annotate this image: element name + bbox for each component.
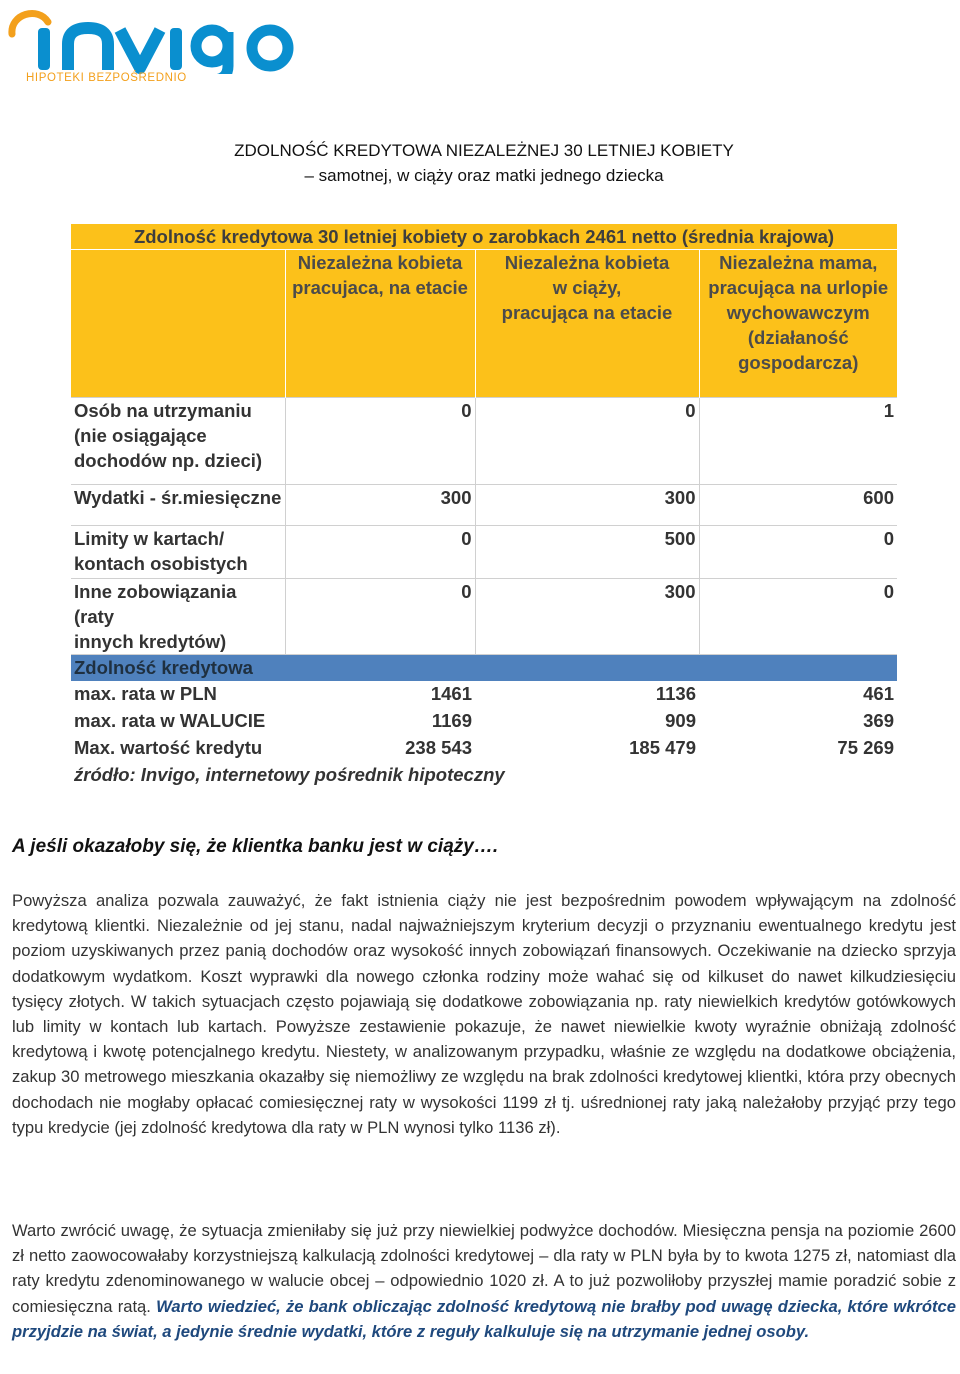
table-cell: 238 543 [405,737,472,758]
table-cell: 300 [475,579,699,655]
column-header: Niezależna mama, pracująca na urlopie wychowawczym (działaność gospodarcza) [699,250,897,398]
row-label: Wydatki - śr.miesięczne [71,485,285,526]
section-label: Zdolność kredytowa [71,655,897,682]
row-label: Max. wartość kredytu [74,737,263,758]
table-cell: 600 [699,485,897,526]
row-label: Limity w kartach/ kontach osobistych [71,526,285,579]
source-row [71,762,897,788]
column-header: Niezależna kobieta w ciąży, pracująca na etacie [475,250,699,398]
invigo-logo [8,4,298,88]
table-cell: 1169 [431,710,472,731]
credit-table [71,224,897,788]
paragraph [12,1218,956,1344]
section-row [71,655,897,682]
table-cell: 0 [285,579,475,655]
table-cell: 0 [285,398,475,485]
table-cell: 75 269 [837,737,895,758]
table-row [71,526,897,579]
row-label: max. rata w WALUCIE [74,710,266,731]
invigo-logo-mark [8,4,298,74]
table-header-row [71,224,897,250]
paragraph: Powyższa analiza pozwala zauważyć, że fakt istnienia ciąży nie jest bezpośrednim powodem wpływającym na zdolność kredytową klientki. Niezależnie od jej stanu, nadal najważniejszym kryterium decyzji o przyznaniu ewentualnego kredytu jest poziom uzyskiwanych przez panią dochodów oraz wysokość innych zobowiązań finansowych. Oczekiwanie na dziecko sprzyja dodatkowym wydatkom. Koszt wyprawki dla nowego członka rodziny może wahać się od kilkuset do nawet kilkudziesięciu tysięcy złotych. W takich sytuacjach często pojawiają się dodatkowe zobowiązania np. raty niewielkich kredytów gotówkowych lub limity w kontach lub kartach. Powyższe zestawienie pokazuje, że nawet niewielkie kwoty wyraźnie obniżają zdolność kredytową i kwotę potencjalnego kredytu. Niestety, w analizowanym przypadku, właśnie ze względu na dodatkowe obciążenia, zakup 30 metrowego mieszkania okazałby się niemożliwy ze względu na brak zdolności kredytowej klientki, która przy obecnych dochodach nie mogłaby opłacać comiesięcznej raty w wysokości 1199 zł tj. uśrednionej raty jaką należałoby przyjąć przy tego typu kredycie (jej zdolność kredytowa dla raty w PLN wynosi tylko 1136 zł). [12,891,956,1137]
row-label: Inne zobowiązania (raty innych kredytów) [71,579,285,655]
table-cell: 1136 [655,683,696,704]
page-subtitle: – samotnej, w ciąży oraz matki jednego dziecka [304,166,664,185]
column-header: Niezależna kobieta pracujaca, na etacie [285,250,475,398]
table-cell: 0 [475,398,699,485]
row-label: Osób na utrzymaniu (nie osiągające dochodów np. dzieci) [71,398,285,485]
column-header-empty [71,250,285,398]
section-heading: A jeśli okazałoby się, że klientka banku jest w ciąży…. [12,836,499,857]
table-cell: 1461 [430,683,472,704]
table-cell: 909 [665,710,696,731]
logo-tagline: HIPOTEKI BEZPOŚREDNIO [26,72,187,84]
table-row [71,579,897,655]
row-label: max. rata w PLN [74,683,217,704]
table-cell: 1 [699,398,897,485]
result-row [71,708,897,735]
table-cell: 185 479 [629,737,696,758]
table-header: Zdolność kredytowa 30 letniej kobiety o zarobkach 2461 netto (średnia krajowa) [71,224,897,250]
credit-table-figure [71,224,897,799]
table-cell: 369 [863,710,895,731]
table-cell: 0 [285,526,475,579]
emphasis-text: Warto wiedzieć, że bank obliczając zdolność kredytową nie brałby pod uwagę dziecka, które wkrótce przyjdzie na świat, a jedynie średnie wydatki, które z reguły kalkuluje się na utrzymanie jednej osoby. [12,1296,956,1341]
table-source: źródło: Invigo, internetowy pośrednik hipoteczny [74,764,505,785]
table-column-headers [71,250,897,398]
table-cell: 300 [475,485,699,526]
table-cell: 461 [863,683,895,704]
table-cell: 0 [699,579,897,655]
result-row [71,735,897,762]
table-cell: 0 [699,526,897,579]
result-row [71,681,897,708]
table-row [71,485,897,526]
paragraph-text: Warto zwrócić uwagę, że sytuacja zmieniłaby się już przy niewielkiej podwyżce dochodów. Miesięczna pensja na poziomie 2600 zł netto zaowocowałaby korzystniejszą kalkulacją zdolności kredytowej – dla raty w PLN była by to kwota 1275 zł, natomiast dla raty kredytu zdenominowanego w walucie obcej – odpowiednio 1020 zł. A to już pozwoliłoby przyszłej mamie poradzić sobie z comiesięczna ratą. [12,1221,956,1316]
page-title: ZDOLNOŚĆ KREDYTOWA NIEZALEŻNEJ 30 LETNIEJ KOBIETY [234,141,734,160]
table-cell: 300 [285,485,475,526]
table-cell: 500 [475,526,699,579]
table-row [71,398,897,485]
